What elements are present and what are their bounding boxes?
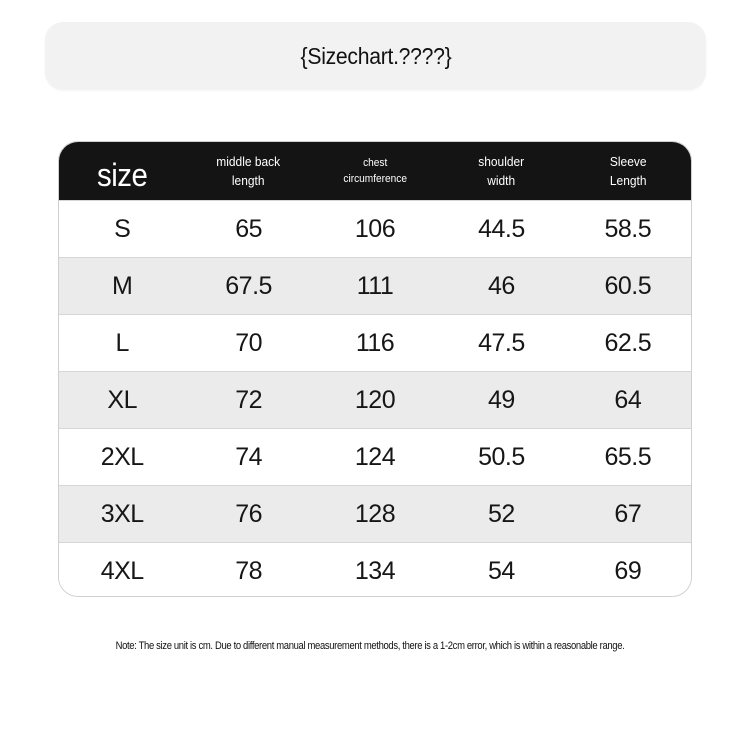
cell-chest: 116 <box>355 328 395 357</box>
cell-size: M <box>112 271 133 300</box>
cell-chest: 124 <box>354 442 396 471</box>
cell-chest: 120 <box>354 385 396 414</box>
cell-chest: 128 <box>354 499 396 528</box>
cell-sleeve: 65.5 <box>604 442 652 471</box>
cell-shoulder: 49 <box>488 385 515 414</box>
cell-shoulder: 54 <box>488 556 515 585</box>
cell-shoulder: 44.5 <box>478 214 525 243</box>
cell-sleeve: 69 <box>614 556 642 585</box>
cell-chest: 134 <box>354 556 396 585</box>
cell-size: 2XL <box>100 442 144 471</box>
cell-shoulder: 50.5 <box>478 442 525 471</box>
table-row <box>59 428 691 485</box>
title-banner <box>45 22 706 90</box>
cell-size: XL <box>107 385 137 414</box>
table-header-row <box>59 142 691 200</box>
header-shoulder-width: shoulder width <box>478 154 525 188</box>
header-middle-back-length: middle back length <box>216 154 281 188</box>
cell-sleeve: 64 <box>614 385 642 414</box>
cell-middle-back-length: 76 <box>235 499 263 528</box>
cell-chest: 106 <box>354 214 396 243</box>
cell-shoulder: 47.5 <box>478 328 525 357</box>
table-row <box>59 542 691 597</box>
table-row <box>59 371 691 428</box>
measurement-note: Note: The size unit is cm. Due to different manual measurement methods, there is a 1-2cm error, which is within a reasonable range. <box>115 640 625 652</box>
cell-shoulder: 52 <box>488 499 515 528</box>
cell-chest: 111 <box>356 271 394 300</box>
cell-shoulder: 46 <box>488 271 515 300</box>
page-title: {Sizechart.????} <box>300 42 451 69</box>
table-row <box>59 485 691 542</box>
table-row <box>59 314 691 371</box>
cell-middle-back-length: 67.5 <box>225 271 272 300</box>
cell-size: L <box>115 328 129 357</box>
cell-size: 3XL <box>100 499 144 528</box>
cell-size: 4XL <box>100 556 144 585</box>
cell-size: S <box>114 214 131 243</box>
header-sleeve-length: Sleeve Length <box>609 154 647 188</box>
table-row <box>59 257 691 314</box>
size-chart-table <box>58 141 692 597</box>
cell-sleeve: 58.5 <box>604 214 652 243</box>
cell-middle-back-length: 74 <box>235 442 263 471</box>
header-size: size <box>96 156 148 193</box>
header-chest-circumference: chest circumference <box>343 157 407 185</box>
cell-middle-back-length: 70 <box>235 328 263 357</box>
cell-sleeve: 67 <box>614 499 642 528</box>
cell-sleeve: 62.5 <box>604 328 652 357</box>
cell-sleeve: 60.5 <box>604 271 652 300</box>
cell-middle-back-length: 65 <box>235 214 263 243</box>
cell-middle-back-length: 78 <box>235 556 263 585</box>
table-row <box>59 200 691 257</box>
cell-middle-back-length: 72 <box>235 385 263 414</box>
